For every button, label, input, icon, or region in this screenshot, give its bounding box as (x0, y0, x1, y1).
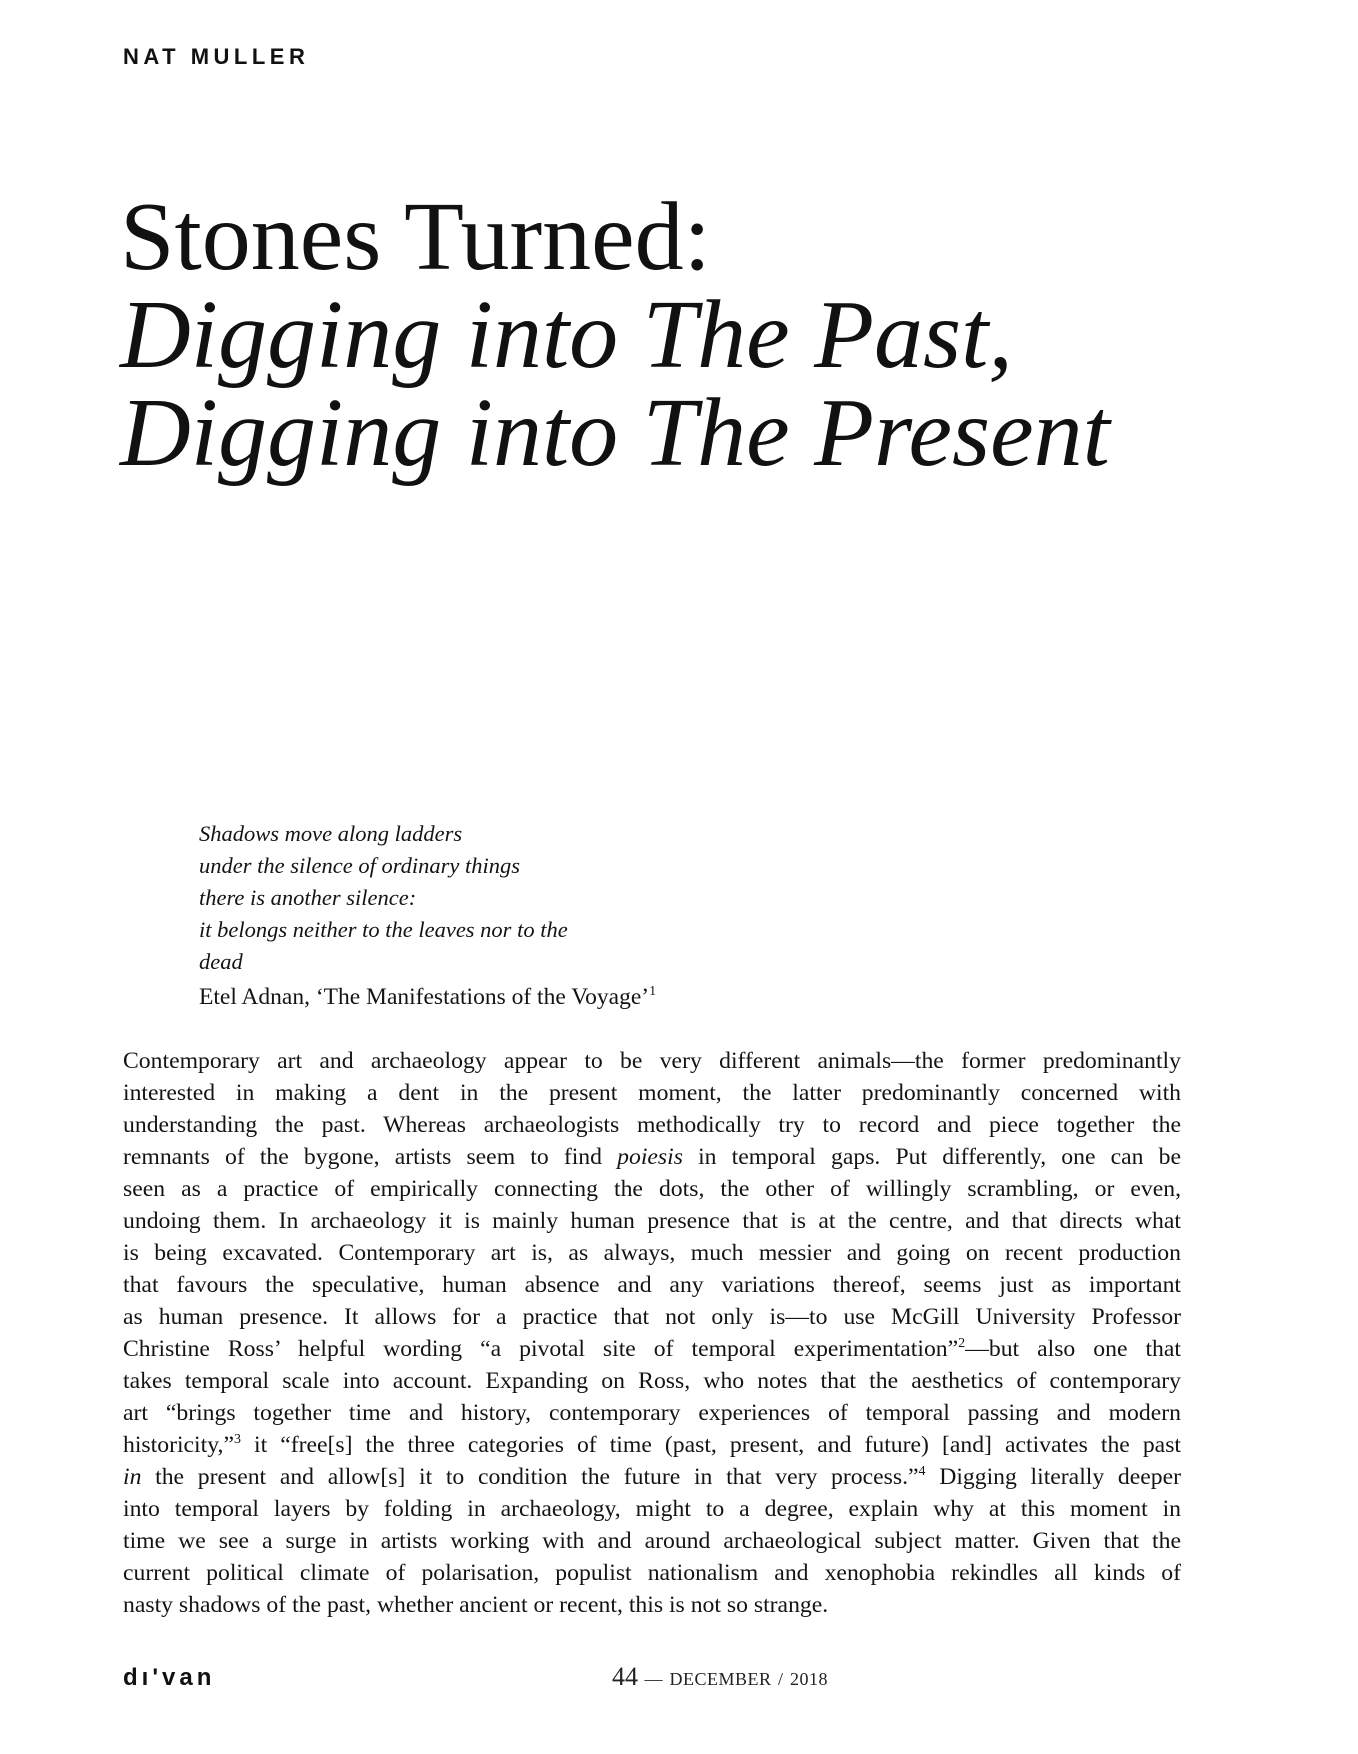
body-line: nasty shadows of the past, whether ancient or recent, this is not so strange. (123, 1592, 829, 1618)
body-line: current political climate of polarisation, populist nationalism and xenophobia rekindles all kinds of (123, 1560, 1181, 1586)
epigraph-line: there is another silence: (199, 885, 417, 910)
body-line: as human presence. It allows for a practice that not only is—to use McGill University Professor (123, 1304, 1181, 1330)
body-line: art “brings together time and history, contemporary experiences of temporal passing and modern (123, 1400, 1181, 1426)
body-paragraph (123, 1045, 1181, 1621)
italic-term: in (123, 1464, 142, 1490)
issue-year: 2018 (790, 1669, 829, 1689)
footer-slash: / (778, 1669, 784, 1689)
epigraph-line: it belongs neither to the leaves nor to the (199, 917, 568, 942)
page-footer (612, 1662, 828, 1692)
footer-dash: — (644, 1669, 663, 1689)
title-line-1: Stones Turned: (120, 183, 711, 291)
body-line: takes temporal scale into account. Expanding on Ross, who notes that the aesthetics of contemporary (123, 1368, 1181, 1394)
epigraph-line: dead (199, 949, 243, 974)
footnote-ref: 2 (958, 1336, 966, 1351)
body-line: Contemporary art and archaeology appear to be very different animals—the former predominantly (123, 1048, 1181, 1074)
footnote-ref: 1 (649, 984, 657, 999)
footnote-ref: 3 (233, 1432, 241, 1447)
body-line: in the present and allow[s] it to condition the future in that very process.”$^4$ Digging literally deeper (123, 1464, 1181, 1490)
body-line: Christine Ross’ helpful wording “a pivotal site of temporal experimentation”$^2$—but also one that (123, 1336, 1181, 1362)
footnote-ref: 4 (918, 1464, 926, 1479)
body-line: historicity,”$^3$ it “free[s] the three categories of time (past, present, and future) [and] activates the past (123, 1432, 1181, 1458)
italic-term: poiesis (617, 1144, 683, 1170)
issue-month: DECEMBER (669, 1669, 772, 1689)
epigraph-line: Shadows move along ladders (199, 821, 463, 846)
body-line: undoing them. In archaeology it is mainly human presence that is at the centre, and that directs what (123, 1208, 1181, 1234)
body-line: into temporal layers by folding in archaeology, might to a degree, explain why at this moment in (123, 1496, 1181, 1522)
body-line: remnants of the bygone, artists seem to find poiesis in temporal gaps. Put differently, one can be (123, 1144, 1181, 1170)
magazine-logo: dı'van (123, 1664, 216, 1691)
article-title (120, 183, 1110, 487)
title-line-2: Digging into The Past, (120, 281, 1013, 389)
body-line: understanding the past. Whereas archaeologists methodically try to record and piece together the (123, 1112, 1181, 1138)
author-name: NAT MULLER (123, 44, 310, 69)
epigraph (199, 818, 656, 1014)
body-line: time we see a surge in artists working with and around archaeological subject matter. Given that the (123, 1528, 1181, 1554)
body-line: is being excavated. Contemporary art is, as always, much messier and going on recent production (123, 1240, 1181, 1266)
page-number: 44 (612, 1662, 638, 1691)
epigraph-attribution: Etel Adnan, ‘The Manifestations of the Voyage’$^1$ (199, 984, 657, 1010)
body-line: seen as a practice of empirically connecting the dots, the other of willingly scrambling, or even, (123, 1176, 1181, 1202)
body-line: that favours the speculative, human absence and any variations thereof, seems just as important (123, 1272, 1181, 1298)
epigraph-line: under the silence of ordinary things (199, 853, 520, 878)
body-line: interested in making a dent in the present moment, the latter predominantly concerned with (123, 1080, 1181, 1106)
title-line-3: Digging into The Present (120, 379, 1110, 487)
